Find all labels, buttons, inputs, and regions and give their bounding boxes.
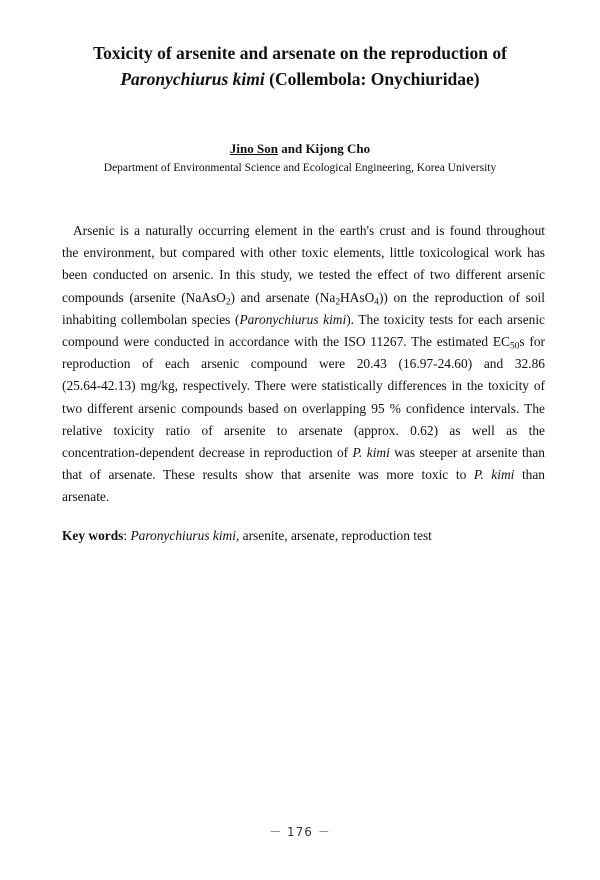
abstract-text: ). The toxicity tests for each arsenic <box>346 311 545 327</box>
subscript: 4 <box>374 296 379 307</box>
keywords-list: , arsenite, arsenate, reproduction test <box>235 528 432 543</box>
author-list <box>40 141 560 157</box>
species-name: Paronychiurus kimi <box>239 311 347 327</box>
page-number: － 176 － <box>269 825 331 839</box>
keywords-colon: : <box>123 528 131 543</box>
abstract-text: HAsO <box>340 289 375 305</box>
abstract-text: than <box>514 467 546 483</box>
abstract-line <box>62 331 545 353</box>
subscript: 2 <box>225 296 231 307</box>
author-1: Jino Son <box>229 141 278 156</box>
species-name: P. kimi <box>473 467 515 483</box>
author-2: Kijong Cho <box>305 141 371 156</box>
abstract-text: compounds (arsenite (NaAsO <box>62 289 226 305</box>
abstract-line: been conducted on arsenic. In this study, we tested the effect of two different arsenic <box>62 267 545 283</box>
title-taxon: (Collembola: Onychiuridae) <box>264 69 480 89</box>
abstract-line: the environment, but compared with other toxic elements, little toxicological work has <box>62 245 545 261</box>
abstract-line: Arsenic is a naturally occurring element in the earth's crust and is found throughout <box>73 223 545 238</box>
abstract-line: two different arsenic compounds based on overlapping 95 % confidence intervals. The <box>62 400 545 416</box>
keywords-label: Key words <box>62 528 124 543</box>
abstract-text: compound were conducted in accordance with the ISO 11267. The estimated EC <box>62 334 510 350</box>
abstract-line: relative toxicity ratio of arsenite to arsenate (approx. 0.62) as well as the <box>62 422 545 438</box>
affiliation: Department of Environmental Science and Ecological Engineering, Korea University <box>103 162 497 174</box>
abstract-line: arsenate. <box>62 489 110 505</box>
subscript: 2 <box>335 296 341 307</box>
keywords <box>62 527 545 545</box>
title-line-1: Toxicity of arsenite and arsenate on the reproduction of <box>93 43 507 63</box>
author-conjunction: and <box>277 141 306 156</box>
subscript: 50 <box>510 341 520 352</box>
abstract-line <box>62 309 545 331</box>
abstract-text: ) and arsenate (Na <box>230 289 336 305</box>
abstract-text: s for <box>519 334 545 350</box>
abstract-line: (25.64-42.13) mg/kg, respectively. There were statistically differences in the toxicity of <box>62 378 545 394</box>
abstract-line: reproduction of each arsenic compound were 20.43 (16.97-24.60) and 32.86 <box>62 356 545 372</box>
species-name: P. kimi <box>352 445 390 461</box>
abstract-line <box>62 464 545 486</box>
abstract-text: inhabiting collembolan species ( <box>62 311 240 327</box>
abstract-line <box>62 287 545 309</box>
abstract-body <box>62 220 545 509</box>
paper-title <box>40 40 560 92</box>
abstract-text: )) on the reproduction of soil <box>378 289 545 305</box>
title-species-name: Paronychiurus kimi <box>120 69 265 89</box>
abstract-text: was steeper at arsenite than <box>389 445 546 461</box>
abstract-line <box>62 442 545 464</box>
keywords-species: Paronychiurus kimi <box>130 528 236 543</box>
title-line-2 <box>40 66 560 92</box>
abstract-text: concentration-dependent decrease in reproduction of <box>62 445 353 461</box>
abstract-text: that of arsenate. These results show that arsenite was more toxic to <box>62 467 474 483</box>
